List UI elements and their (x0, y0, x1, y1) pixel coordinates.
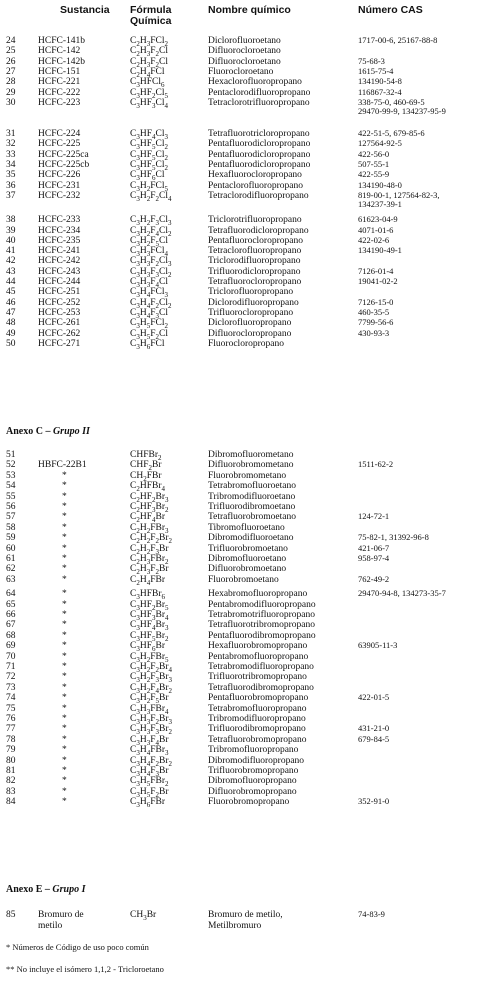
formula: $C_3H_2F_3Br_3$ (130, 672, 173, 685)
row-number: 80 (6, 755, 16, 766)
cas-number: 1717-00-6, 25167-88-8 (358, 35, 438, 45)
chemical-name: Pentafluorodibromopropano (208, 630, 316, 641)
row-number: 58 (6, 522, 16, 533)
section-label: Anexo C – (6, 426, 53, 437)
substance-code: HCFC-243 (38, 266, 81, 277)
formula: $C_3H_3F_4Cl$ (130, 277, 168, 289)
formula: $C_3H_2F_4Cl_2$ (130, 225, 172, 238)
chemical-name: Tetrafluorotricloropropano (208, 129, 310, 140)
substance-code: * (62, 491, 67, 502)
cas-number: 7126-01-4 (358, 265, 394, 276)
substance-code: * (62, 470, 67, 481)
chemical-name: Fluorobromoetano (208, 574, 279, 585)
substance-code: * (62, 745, 67, 756)
row-number: 24 (6, 36, 16, 46)
substance-code: * (62, 564, 67, 575)
row-number: 52 (6, 460, 16, 471)
formula: $C_3H_2F_4Br_2$ (130, 682, 173, 695)
cas-number: 124-72-1 (358, 511, 390, 522)
substance-code: HCFC-262 (38, 328, 81, 339)
formula: $C_2H_3FCl_2$ (130, 36, 168, 48)
chemical-name: Triclorodifluoropropano (208, 256, 301, 267)
substance-code: * (62, 620, 67, 631)
formula: $C_3HF_3Br_4$ (130, 610, 169, 622)
row-number: 85 (6, 910, 16, 920)
chemical-name: Difluorobromopropano (208, 786, 297, 797)
substance-code: * (62, 724, 67, 735)
row-number: 60 (6, 543, 16, 554)
header-cas: Número CAS (358, 4, 423, 16)
row-number: 67 (6, 620, 16, 631)
cas-number: 7126-15-0 (358, 296, 394, 307)
row-number: 37 (6, 190, 16, 201)
chemical-name: Tetrafluorodicloropropano (208, 225, 309, 236)
cas-number: 134190-49-1 (358, 245, 402, 256)
section-label: Anexo E – (6, 884, 53, 895)
row-number: 31 (6, 129, 16, 140)
row-number: 76 (6, 714, 16, 724)
row-number: 30 (6, 97, 16, 108)
formula: $CH_3Br$ (130, 910, 157, 922)
formula: $C_3H_5F_2Br$ (130, 786, 169, 799)
cas-number: 1511-62-2 (358, 459, 394, 470)
cas-number: 19041-02-2 (358, 276, 398, 286)
row-number: 29 (6, 87, 16, 98)
formula: $C_3H_2FCl_5$ (130, 180, 168, 193)
formula: $C_3H_4F_2Cl_2$ (130, 297, 172, 310)
row-number: 78 (6, 734, 16, 745)
substance-code: * (62, 512, 67, 523)
substance-code: HCFC-222 (38, 87, 81, 98)
chemical-name: Pentafluorodicloropropano (208, 160, 311, 170)
substance-code: HCFC-141b (38, 36, 85, 46)
row-number: 56 (6, 502, 16, 512)
formula: $C_3H_5F_2Cl$ (130, 328, 168, 341)
formula: $C_2HF_3Br_2$ (130, 502, 169, 514)
footnote-isomer: ** No incluye el isómero 1,1,2 - Tricloroetano (6, 964, 164, 974)
substance-code: HCFC-233 (38, 215, 81, 226)
substance-code: HCFC-224 (38, 129, 81, 140)
formula: $CHF_2Br$ (130, 460, 162, 473)
cas-number: 4071-01-6 (358, 224, 394, 235)
substance-code: * (62, 502, 67, 512)
row-number: 44 (6, 277, 16, 287)
row-number: 72 (6, 672, 16, 683)
formula: $C_3H_4F_3Br$ (130, 766, 169, 778)
section-heading-annex-e (6, 884, 85, 895)
substance-code: HCFC-235 (38, 235, 81, 246)
row-number: 62 (6, 564, 16, 575)
row-number: 40 (6, 235, 16, 246)
formula: $C_2H_2FBr_3$ (130, 522, 169, 535)
formula: $C_3H_2F_2Br_4$ (130, 662, 173, 674)
cas-number: 422-55-9 (358, 169, 390, 180)
chemical-name: Difluorocloroetano (208, 46, 281, 57)
substance-code: HCFC-151 (38, 66, 81, 77)
chemical-name: Fluorocloropropano (208, 338, 284, 349)
substance-code: HCFC-225cb (38, 160, 90, 170)
chemical-name: Difluorobromometano (208, 460, 294, 471)
substance-code: * (62, 641, 67, 652)
chemical-name: Tetraclorotrifluoropropano (208, 97, 310, 108)
formula: $C_3H_4F_3Cl$ (130, 307, 168, 320)
chemical-name: Diclorofluoroetano (208, 36, 281, 46)
row-number: 81 (6, 766, 16, 776)
substance-code: HCFC-225ca (38, 149, 89, 160)
chemical-name: Tribromodifluoroetano (208, 491, 296, 502)
substance-code: * (62, 554, 67, 564)
formula: $CH_2FBr$ (130, 470, 162, 483)
substance-code: * (62, 797, 67, 808)
substance-code: HCFC-244 (38, 277, 81, 287)
row-number: 27 (6, 66, 16, 77)
formula: $C_3H_5FBr_2$ (130, 776, 169, 789)
formula: $C_2H_3FBr_2$ (130, 554, 169, 566)
formula: $C_3HF_2Cl_5$ (130, 87, 168, 100)
row-number: 84 (6, 797, 16, 808)
row-number: 69 (6, 641, 16, 652)
cas-number: 29470-94-8, 134273-35-7 (358, 588, 446, 599)
row-number: 46 (6, 297, 16, 308)
chemical-name: Trifluorodibromoetano (208, 502, 296, 512)
row-number: 71 (6, 662, 16, 672)
row-number: 54 (6, 481, 16, 492)
cas-number: 421-06-7 (358, 542, 390, 553)
formula: $C_2HF_4Br$ (130, 512, 165, 525)
row-number: 38 (6, 215, 16, 226)
chemical-name: Bromuro de metilo, Metilbromuro (208, 910, 283, 931)
chemical-name: Tetraclorodifluoropropano (208, 190, 309, 201)
substance-code: HCFC-142b (38, 56, 85, 67)
formula: $C_3HF_2Br_5$ (130, 599, 169, 612)
cas-number: 422-01-5 (358, 692, 390, 703)
row-number: 34 (6, 160, 16, 170)
cas-number: 819-00-1, 127564-82-3, 134237-39-1 (358, 189, 440, 210)
row-number: 61 (6, 554, 16, 564)
substance-code: * (62, 589, 67, 600)
chemical-name: Pentabromofluoropropano (208, 651, 309, 662)
cas-number: 422-02-6 (358, 234, 390, 245)
footnote-rare-codes: * Números de Código de uso poco común (6, 942, 149, 952)
section-heading-annex-c (6, 426, 90, 437)
formula: $C_3H_3F_3Cl_2$ (130, 266, 172, 279)
formula: $C_3HF_6Cl$ (130, 170, 165, 183)
row-number: 26 (6, 56, 16, 67)
cas-number: 422-51-5, 679-85-6 (358, 128, 425, 139)
chemical-name: Tribromodifluoropropano (208, 714, 306, 724)
chemical-name: Tetrabromofluoroetano (208, 481, 296, 492)
formula: $C_3H_2FBr_5$ (130, 651, 169, 664)
formula: $C_3H_3F_3Br_2$ (130, 724, 173, 737)
substance-code: * (62, 599, 67, 610)
cas-number: 338-75-0, 460-69-5 29470-99-9, 134237-95-9 (358, 96, 446, 117)
formula: $C_3HF_5Cl_2$ (130, 149, 168, 162)
row-number: 39 (6, 225, 16, 236)
row-number: 43 (6, 266, 16, 277)
chemical-name: Difluorocloroetano (208, 56, 281, 67)
substance-code: HCFC-142 (38, 46, 81, 57)
substance-code: * (62, 755, 67, 766)
row-number: 83 (6, 786, 16, 797)
chemical-name: Dibromodifluoroetano (208, 533, 294, 544)
header-sustancia: Sustancia (60, 4, 110, 16)
chemical-name: Tetrafluorodibromopropano (208, 682, 314, 693)
row-number: 45 (6, 287, 16, 298)
substance-code: * (62, 481, 67, 492)
chemical-name: Fluorobromopropano (208, 797, 290, 808)
header-nombre: Nombre químico (208, 4, 291, 16)
substance-code: HCFC-221 (38, 77, 81, 88)
substance-code: HCFC-271 (38, 338, 81, 349)
substance-code: * (62, 543, 67, 554)
cas-number: 460-35-5 (358, 306, 390, 317)
chemical-name: Trifluorocloropropano (208, 307, 294, 318)
cas-number: 422-56-0 (358, 148, 390, 159)
formula: $C_3HFBr_6$ (130, 589, 165, 602)
chemical-name: Triclorotrifluoropropano (208, 215, 302, 226)
formula: $C_2HF_2Br_3$ (130, 491, 169, 504)
row-number: 70 (6, 651, 16, 662)
formula: $C_3H_2F_2Cl_4$ (130, 190, 172, 203)
chemical-name: Tetrafluorobromoetano (208, 512, 296, 523)
formula: $C_3H_3F_2Cl_3$ (130, 256, 172, 269)
cas-number: 134190-48-0 (358, 179, 402, 190)
cas-number: 1615-75-4 (358, 65, 394, 76)
cas-number: 352-91-0 (358, 796, 390, 807)
substance-code: HCFC-241 (38, 246, 81, 257)
chemical-name: Pentabromodifluoropropano (208, 599, 316, 610)
formula: $C_3H_3F_4Br$ (130, 734, 169, 747)
formula: $C_2H_4FCl$ (130, 66, 165, 79)
chemical-name: Hexaclorofluoropropano (208, 77, 302, 88)
substance-code: * (62, 630, 67, 641)
formula: CHFBr$_2$ (130, 450, 162, 462)
row-number: 41 (6, 246, 16, 257)
substance-code: * (62, 533, 67, 544)
cas-number: 134190-54-8 (358, 76, 402, 87)
chemical-name: Pentafluorodicloropropano (208, 139, 311, 150)
formula: $C_3H_6FCl$ (130, 338, 165, 351)
formula: $C_3HF_6Br$ (130, 641, 165, 654)
cas-number: 762-49-2 (358, 573, 390, 584)
formula: $C_3HF_3Cl_4$ (130, 97, 168, 110)
chemical-name: Trifluorodibromopropano (208, 724, 306, 735)
chemical-name: Tetrafluorobromopropano (208, 734, 307, 745)
chemical-name: Diclorofluoropropano (208, 318, 292, 329)
chemical-name: Triclorofluoropropano (208, 287, 294, 298)
row-number: 59 (6, 533, 16, 544)
row-number: 48 (6, 318, 16, 329)
chemical-name: Fluorobromometano (208, 470, 287, 481)
chemical-name: Difluorobromoetano (208, 564, 287, 575)
cas-number: 116867-32-4 (358, 86, 402, 97)
row-number: 77 (6, 724, 16, 735)
substance-code: HCFC-231 (38, 180, 81, 191)
chemical-name: Pentafluorodicloropropano (208, 149, 311, 160)
cas-number: 679-84-5 (358, 733, 390, 744)
formula: $C_3H_6FBr$ (130, 797, 166, 810)
cas-number: 958-97-4 (358, 553, 390, 563)
row-number: 33 (6, 149, 16, 160)
row-number: 50 (6, 338, 16, 349)
substance-code: * (62, 682, 67, 693)
formula: $C_3H_2F_5Br$ (130, 693, 169, 706)
chemical-name: Tetrabromotrifluoropropano (208, 610, 315, 620)
formula: $C_3H_3FCl_4$ (130, 246, 168, 258)
substance-code: * (62, 672, 67, 683)
chemical-name: Tribromofluoropropano (208, 745, 299, 756)
substance-code: HBFC-22B1 (38, 460, 87, 471)
substance-code: HCFC-223 (38, 97, 81, 108)
section-group: Grupo I (52, 884, 86, 895)
row-number: 63 (6, 574, 16, 585)
substance-code: HCFC-232 (38, 190, 81, 201)
chemical-name: Pentaclorodifluoropropano (208, 87, 311, 98)
row-number: 73 (6, 682, 16, 693)
formula: $C_2H_2F_2Br_2$ (130, 533, 173, 546)
chemical-name: Fluorocloroetano (208, 66, 274, 77)
formula: $C_2H_3F_2Cl$ (130, 56, 168, 69)
cas-number: 7799-56-6 (358, 317, 394, 328)
chemical-name: Dibromofluoropropano (208, 776, 297, 787)
formula: $C_2H_3F_2Br$ (130, 564, 169, 577)
substance-code: * (62, 651, 67, 662)
chemical-name: Tetrafluorotribromopropano (208, 620, 315, 631)
cas-number: 127564-92-5 (358, 138, 402, 149)
section-group: Grupo II (52, 426, 90, 437)
row-number: 68 (6, 630, 16, 641)
cas-number: 61623-04-9 (358, 214, 398, 225)
substance-code: * (62, 766, 67, 776)
substance-code: * (62, 714, 67, 724)
formula: $C_3HF_4Br_3$ (130, 620, 169, 633)
table-header (0, 2, 491, 34)
substance-code: Bromuro de metilo (38, 910, 84, 931)
substance-code: HCFC-234 (38, 225, 81, 236)
chemical-name: Hexafluorocloropropano (208, 170, 302, 181)
chemical-name: Trifluorodicloropropano (208, 266, 301, 277)
chemical-name: Tetrabromofluoropropano (208, 703, 307, 714)
chemical-name: Hexafluorobromopropano (208, 641, 308, 652)
chemical-name: Dibromofluoroetano (208, 554, 287, 564)
row-number: 74 (6, 693, 16, 704)
row-number: 51 (6, 450, 16, 460)
chemical-name: Pentaclorofluoropropano (208, 180, 303, 191)
formula: $C_3HF_5Cl_2$ (130, 160, 168, 172)
formula: $C_2H_2F_3Br$ (130, 543, 169, 556)
chemical-name: Tetrabromodifluoropropano (208, 662, 314, 672)
formula: $C_3HF_4Cl_3$ (130, 129, 168, 141)
row-number: 28 (6, 77, 16, 88)
cas-number: 75-68-3 (358, 55, 385, 66)
formula: $C_3H_4FBr_3$ (130, 745, 169, 758)
chemical-name: Tetraclorofluoropropano (208, 246, 302, 257)
formula: $C_3HF_5Br_2$ (130, 630, 169, 643)
chemical-name: Trifluorotribromopropano (208, 672, 307, 683)
cas-number: 75-82-1, 31392-96-8 (358, 532, 429, 543)
cas-number: 507-55-1 (358, 159, 390, 169)
row-number: 75 (6, 703, 16, 714)
chemical-name: Pentafluorobromopropano (208, 693, 309, 704)
formula: $C_3H_4FCl_3$ (130, 287, 168, 300)
row-number: 47 (6, 307, 16, 318)
substance-code: HCFC-226 (38, 170, 81, 181)
formula: $C_3H_2F_3Cl_3$ (130, 215, 172, 228)
row-number: 53 (6, 470, 16, 481)
header-formula: Fórmula Química (130, 4, 172, 27)
formula: $C_3H_4F_2Br_2$ (130, 755, 173, 768)
chemical-name: Difluorocloropropano (208, 328, 292, 339)
substance-code: HCFC-252 (38, 297, 81, 308)
substance-code: HCFC-242 (38, 256, 81, 267)
formula: $C_2H_3F_2Cl$ (130, 46, 168, 59)
chemical-name: Tetrafluorocloropropano (208, 277, 302, 287)
row-number: 55 (6, 491, 16, 502)
formula: $C_3HF_5Cl_2$ (130, 139, 168, 152)
substance-code: * (62, 574, 67, 585)
substance-code: * (62, 703, 67, 714)
cas-number: 63905-11-3 (358, 640, 398, 651)
formula: $C_3H_2F_5Cl$ (130, 235, 168, 248)
formula: $C_3H_3FBr_4$ (130, 703, 169, 716)
row-number: 49 (6, 328, 16, 339)
row-number: 42 (6, 256, 16, 267)
cas-number: 431-21-0 (358, 723, 390, 734)
substance-code: HCFC-251 (38, 287, 81, 298)
row-number: 65 (6, 599, 16, 610)
substance-code: * (62, 662, 67, 672)
formula: $C_2H_4FBr$ (130, 574, 166, 587)
substance-code: * (62, 776, 67, 787)
formula: $C_3H_5FCl_2$ (130, 318, 168, 331)
chemical-name: Hexabromofluoropropano (208, 589, 308, 600)
substance-code: * (62, 693, 67, 704)
row-number: 64 (6, 589, 16, 600)
chemical-name: Dibromodifluoropropano (208, 755, 305, 766)
formula: $C_2HFBr_4$ (130, 481, 165, 494)
row-number: 57 (6, 512, 16, 523)
substance-code: * (62, 734, 67, 745)
substance-code: * (62, 610, 67, 620)
substance-code: HCFC-225 (38, 139, 81, 150)
substance-code: HCFC-253 (38, 307, 81, 318)
row-number: 35 (6, 170, 16, 181)
row-number: 32 (6, 139, 16, 150)
row-number: 66 (6, 610, 16, 620)
substance-code: HCFC-261 (38, 318, 81, 329)
chemical-name: Dibromofluorometano (208, 450, 294, 460)
chemical-name: Diclorodifluoropropano (208, 297, 299, 308)
row-number: 82 (6, 776, 16, 787)
substance-code: * (62, 786, 67, 797)
chemical-name: Trifluorobromoetano (208, 543, 288, 554)
substance-code: * (62, 522, 67, 533)
chemical-name: Trifluorobromopropano (208, 766, 299, 776)
cas-number: 74-83-9 (358, 909, 385, 919)
chemical-name: Pentafluorocloropropano (208, 235, 303, 246)
row-number: 36 (6, 180, 16, 191)
row-number: 79 (6, 745, 16, 756)
cas-number: 430-93-3 (358, 327, 390, 338)
row-number: 25 (6, 46, 16, 57)
chemical-name: Tibromofluoroetano (208, 522, 285, 533)
formula: $C_3HFCl_6$ (130, 77, 165, 90)
formula: $C_3H_3F_2Br_3$ (130, 714, 173, 726)
